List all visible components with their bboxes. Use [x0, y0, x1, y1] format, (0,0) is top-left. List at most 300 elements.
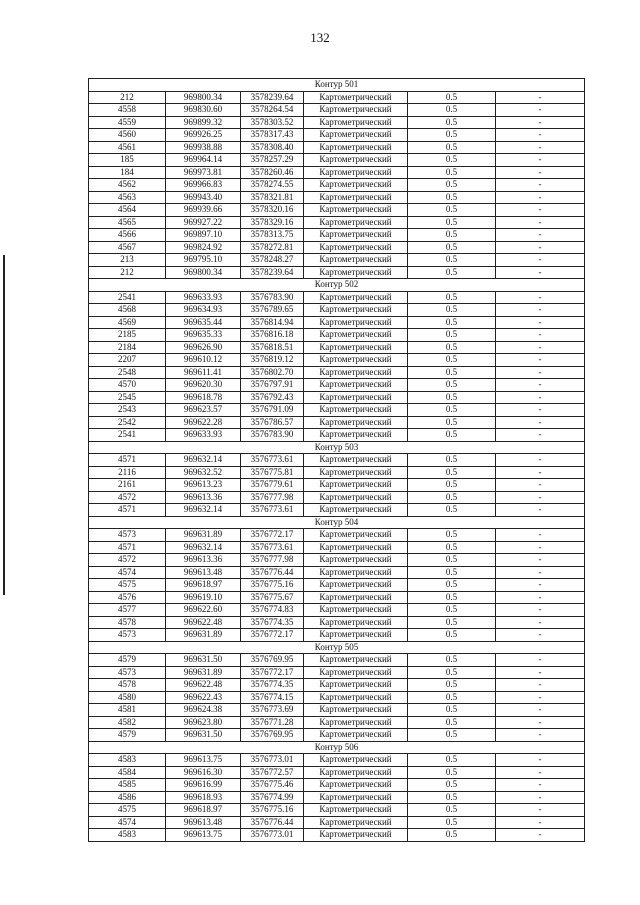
point-number-cell: 2545 — [89, 391, 166, 404]
x-coordinate-cell: 969926.25 — [166, 129, 241, 142]
note-cell: - — [496, 416, 585, 429]
method-cell: Картометрический — [304, 304, 408, 317]
note-cell: - — [496, 479, 585, 492]
table-row — [89, 404, 585, 417]
method-cell: Картометрический — [304, 204, 408, 217]
y-coordinate-cell: 3576779.61 — [241, 479, 304, 492]
table-row — [89, 579, 585, 592]
accuracy-cell: 0.5 — [408, 304, 496, 317]
accuracy-cell: 0.5 — [408, 604, 496, 617]
note-cell: - — [496, 541, 585, 554]
x-coordinate-cell: 969631.89 — [166, 529, 241, 542]
note-cell: - — [496, 829, 585, 842]
point-number-cell: 4574 — [89, 566, 166, 579]
note-cell: - — [496, 754, 585, 767]
x-coordinate-cell: 969938.88 — [166, 141, 241, 154]
point-number-cell: 4566 — [89, 229, 166, 242]
point-number-cell: 4565 — [89, 216, 166, 229]
x-coordinate-cell: 969635.33 — [166, 329, 241, 342]
method-cell: Картометрический — [304, 329, 408, 342]
table-row — [89, 691, 585, 704]
table-row — [89, 116, 585, 129]
accuracy-cell: 0.5 — [408, 566, 496, 579]
accuracy-cell: 0.5 — [408, 141, 496, 154]
note-cell: - — [496, 716, 585, 729]
accuracy-cell: 0.5 — [408, 341, 496, 354]
x-coordinate-cell: 969633.93 — [166, 291, 241, 304]
accuracy-cell: 0.5 — [408, 366, 496, 379]
contour-title: Контур 503 — [89, 441, 585, 454]
point-number-cell: 4575 — [89, 804, 166, 817]
method-cell: Картометрический — [304, 629, 408, 642]
table-row — [89, 266, 585, 279]
accuracy-cell: 0.5 — [408, 429, 496, 442]
method-cell: Картометрический — [304, 816, 408, 829]
point-number-cell: 4573 — [89, 529, 166, 542]
note-cell: - — [496, 229, 585, 242]
y-coordinate-cell: 3576772.17 — [241, 666, 304, 679]
y-coordinate-cell: 3576819.12 — [241, 354, 304, 367]
accuracy-cell: 0.5 — [408, 529, 496, 542]
note-cell: - — [496, 191, 585, 204]
method-cell: Картометрический — [304, 541, 408, 554]
accuracy-cell: 0.5 — [408, 829, 496, 842]
accuracy-cell: 0.5 — [408, 454, 496, 467]
x-coordinate-cell: 969618.97 — [166, 804, 241, 817]
method-cell: Картометрический — [304, 591, 408, 604]
point-number-cell: 4559 — [89, 116, 166, 129]
table-row — [89, 816, 585, 829]
y-coordinate-cell: 3578274.55 — [241, 179, 304, 192]
point-number-cell: 4567 — [89, 241, 166, 254]
x-coordinate-cell: 969626.90 — [166, 341, 241, 354]
table-row — [89, 416, 585, 429]
accuracy-cell: 0.5 — [408, 816, 496, 829]
y-coordinate-cell: 3576773.61 — [241, 504, 304, 517]
x-coordinate-cell: 969973.81 — [166, 166, 241, 179]
note-cell: - — [496, 591, 585, 604]
point-number-cell: 4573 — [89, 666, 166, 679]
contour-header-row — [89, 516, 585, 529]
method-cell: Картометрический — [304, 391, 408, 404]
point-number-cell: 2542 — [89, 416, 166, 429]
point-number-cell: 2184 — [89, 341, 166, 354]
table-row — [89, 329, 585, 342]
y-coordinate-cell: 3576786.57 — [241, 416, 304, 429]
point-number-cell: 2207 — [89, 354, 166, 367]
table-row — [89, 704, 585, 717]
contour-header-row — [89, 641, 585, 654]
x-coordinate-cell: 969830.60 — [166, 104, 241, 117]
method-cell: Картометрический — [304, 466, 408, 479]
y-coordinate-cell: 3578321.81 — [241, 191, 304, 204]
x-coordinate-cell: 969620.30 — [166, 379, 241, 392]
y-coordinate-cell: 3576797.91 — [241, 379, 304, 392]
y-coordinate-cell: 3576774.35 — [241, 679, 304, 692]
y-coordinate-cell: 3576775.16 — [241, 804, 304, 817]
contour-title: Контур 505 — [89, 641, 585, 654]
note-cell: - — [496, 466, 585, 479]
table-row — [89, 154, 585, 167]
table-row — [89, 91, 585, 104]
point-number-cell: 4562 — [89, 179, 166, 192]
point-number-cell: 4580 — [89, 691, 166, 704]
accuracy-cell: 0.5 — [408, 716, 496, 729]
accuracy-cell: 0.5 — [408, 91, 496, 104]
table-row — [89, 354, 585, 367]
x-coordinate-cell: 969616.99 — [166, 779, 241, 792]
method-cell: Картометрический — [304, 766, 408, 779]
table-row — [89, 766, 585, 779]
method-cell: Картометрический — [304, 404, 408, 417]
table-row — [89, 616, 585, 629]
accuracy-cell: 0.5 — [408, 216, 496, 229]
point-number-cell: 4563 — [89, 191, 166, 204]
scan-margin-bar — [3, 255, 5, 595]
y-coordinate-cell: 3576771.28 — [241, 716, 304, 729]
point-number-cell: 4572 — [89, 554, 166, 567]
table-row — [89, 241, 585, 254]
point-number-cell: 184 — [89, 166, 166, 179]
note-cell: - — [496, 679, 585, 692]
y-coordinate-cell: 3576776.44 — [241, 566, 304, 579]
y-coordinate-cell: 3576773.69 — [241, 704, 304, 717]
note-cell: - — [496, 579, 585, 592]
note-cell: - — [496, 241, 585, 254]
table-row — [89, 729, 585, 742]
y-coordinate-cell: 3576777.98 — [241, 491, 304, 504]
accuracy-cell: 0.5 — [408, 266, 496, 279]
x-coordinate-cell: 969623.57 — [166, 404, 241, 417]
method-cell: Картометрический — [304, 454, 408, 467]
method-cell: Картометрический — [304, 616, 408, 629]
x-coordinate-cell: 969618.78 — [166, 391, 241, 404]
point-number-cell: 4578 — [89, 616, 166, 629]
y-coordinate-cell: 3576769.95 — [241, 654, 304, 667]
accuracy-cell: 0.5 — [408, 766, 496, 779]
method-cell: Картометрический — [304, 341, 408, 354]
method-cell: Картометрический — [304, 729, 408, 742]
accuracy-cell: 0.5 — [408, 179, 496, 192]
accuracy-cell: 0.5 — [408, 104, 496, 117]
note-cell: - — [496, 379, 585, 392]
table-row — [89, 504, 585, 517]
note-cell: - — [496, 104, 585, 117]
accuracy-cell: 0.5 — [408, 241, 496, 254]
x-coordinate-cell: 969966.83 — [166, 179, 241, 192]
table-row — [89, 379, 585, 392]
method-cell: Картометрический — [304, 91, 408, 104]
table-row — [89, 229, 585, 242]
y-coordinate-cell: 3576802.70 — [241, 366, 304, 379]
accuracy-cell: 0.5 — [408, 191, 496, 204]
x-coordinate-cell: 969631.50 — [166, 654, 241, 667]
y-coordinate-cell: 3576774.35 — [241, 616, 304, 629]
y-coordinate-cell: 3576773.61 — [241, 454, 304, 467]
y-coordinate-cell: 3576772.57 — [241, 766, 304, 779]
point-number-cell: 4561 — [89, 141, 166, 154]
x-coordinate-cell: 969618.93 — [166, 791, 241, 804]
table-row — [89, 604, 585, 617]
table-row — [89, 141, 585, 154]
note-cell: - — [496, 391, 585, 404]
accuracy-cell: 0.5 — [408, 654, 496, 667]
table-row — [89, 366, 585, 379]
method-cell: Картометрический — [304, 216, 408, 229]
accuracy-cell: 0.5 — [408, 129, 496, 142]
method-cell: Картометрический — [304, 241, 408, 254]
y-coordinate-cell: 3576769.95 — [241, 729, 304, 742]
accuracy-cell: 0.5 — [408, 404, 496, 417]
method-cell: Картометрический — [304, 504, 408, 517]
point-number-cell: 4571 — [89, 454, 166, 467]
table-row — [89, 654, 585, 667]
x-coordinate-cell: 969943.40 — [166, 191, 241, 204]
note-cell: - — [496, 316, 585, 329]
method-cell: Картометрический — [304, 366, 408, 379]
contour-title: Контур 502 — [89, 279, 585, 292]
table-row — [89, 391, 585, 404]
method-cell: Картометрический — [304, 291, 408, 304]
y-coordinate-cell: 3578272.81 — [241, 241, 304, 254]
note-cell: - — [496, 529, 585, 542]
table-row — [89, 254, 585, 267]
y-coordinate-cell: 3576773.61 — [241, 541, 304, 554]
x-coordinate-cell: 969631.89 — [166, 666, 241, 679]
x-coordinate-cell: 969613.75 — [166, 829, 241, 842]
table-row — [89, 466, 585, 479]
point-number-cell: 4577 — [89, 604, 166, 617]
accuracy-cell: 0.5 — [408, 316, 496, 329]
accuracy-cell: 0.5 — [408, 291, 496, 304]
y-coordinate-cell: 3576792.43 — [241, 391, 304, 404]
method-cell: Картометрический — [304, 529, 408, 542]
table-row — [89, 779, 585, 792]
method-cell: Картометрический — [304, 754, 408, 767]
accuracy-cell: 0.5 — [408, 416, 496, 429]
note-cell: - — [496, 766, 585, 779]
y-coordinate-cell: 3576818.51 — [241, 341, 304, 354]
table-row — [89, 554, 585, 567]
point-number-cell: 4572 — [89, 491, 166, 504]
method-cell: Картометрический — [304, 129, 408, 142]
accuracy-cell: 0.5 — [408, 729, 496, 742]
y-coordinate-cell: 3576783.90 — [241, 291, 304, 304]
point-number-cell: 4570 — [89, 379, 166, 392]
table-row — [89, 529, 585, 542]
method-cell: Картометрический — [304, 316, 408, 329]
y-coordinate-cell: 3578313.75 — [241, 229, 304, 242]
x-coordinate-cell: 969899.32 — [166, 116, 241, 129]
note-cell: - — [496, 504, 585, 517]
point-number-cell: 4582 — [89, 716, 166, 729]
y-coordinate-cell: 3578260.46 — [241, 166, 304, 179]
point-number-cell: 4576 — [89, 591, 166, 604]
y-coordinate-cell: 3578329.16 — [241, 216, 304, 229]
note-cell: - — [496, 779, 585, 792]
y-coordinate-cell: 3578257.29 — [241, 154, 304, 167]
note-cell: - — [496, 179, 585, 192]
y-coordinate-cell: 3576775.81 — [241, 466, 304, 479]
y-coordinate-cell: 3578308.40 — [241, 141, 304, 154]
accuracy-cell: 0.5 — [408, 329, 496, 342]
contour-title: Контур 504 — [89, 516, 585, 529]
x-coordinate-cell: 969939.66 — [166, 204, 241, 217]
y-coordinate-cell: 3578239.64 — [241, 91, 304, 104]
table-row — [89, 566, 585, 579]
method-cell: Картометрический — [304, 141, 408, 154]
page-number: 132 — [310, 30, 330, 45]
table-row — [89, 829, 585, 842]
x-coordinate-cell: 969613.36 — [166, 554, 241, 567]
contour-header-row — [89, 279, 585, 292]
method-cell: Картометрический — [304, 554, 408, 567]
note-cell: - — [496, 791, 585, 804]
point-number-cell: 2116 — [89, 466, 166, 479]
point-number-cell: 4560 — [89, 129, 166, 142]
accuracy-cell: 0.5 — [408, 779, 496, 792]
accuracy-cell: 0.5 — [408, 166, 496, 179]
x-coordinate-cell: 969927.22 — [166, 216, 241, 229]
method-cell: Картометрический — [304, 666, 408, 679]
method-cell: Картометрический — [304, 679, 408, 692]
x-coordinate-cell: 969800.34 — [166, 266, 241, 279]
x-coordinate-cell: 969824.92 — [166, 241, 241, 254]
point-number-cell: 2548 — [89, 366, 166, 379]
table-row — [89, 629, 585, 642]
note-cell: - — [496, 291, 585, 304]
table-row — [89, 129, 585, 142]
note-cell: - — [496, 129, 585, 142]
table-row — [89, 216, 585, 229]
method-cell: Картометрический — [304, 116, 408, 129]
x-coordinate-cell: 969618.97 — [166, 579, 241, 592]
point-number-cell: 2161 — [89, 479, 166, 492]
x-coordinate-cell: 969897.10 — [166, 229, 241, 242]
table-row — [89, 716, 585, 729]
method-cell: Картометрический — [304, 579, 408, 592]
table-row — [89, 204, 585, 217]
y-coordinate-cell: 3578303.52 — [241, 116, 304, 129]
accuracy-cell: 0.5 — [408, 791, 496, 804]
point-number-cell: 212 — [89, 91, 166, 104]
method-cell: Картометрический — [304, 566, 408, 579]
x-coordinate-cell: 969622.43 — [166, 691, 241, 704]
x-coordinate-cell: 969611.41 — [166, 366, 241, 379]
note-cell: - — [496, 166, 585, 179]
table-row — [89, 341, 585, 354]
x-coordinate-cell: 969631.89 — [166, 629, 241, 642]
y-coordinate-cell: 3578264.54 — [241, 104, 304, 117]
table-row — [89, 191, 585, 204]
note-cell: - — [496, 491, 585, 504]
note-cell: - — [496, 154, 585, 167]
accuracy-cell: 0.5 — [408, 466, 496, 479]
table-row — [89, 591, 585, 604]
note-cell: - — [496, 366, 585, 379]
table-row — [89, 804, 585, 817]
x-coordinate-cell: 969634.93 — [166, 304, 241, 317]
accuracy-cell: 0.5 — [408, 691, 496, 704]
point-number-cell: 4578 — [89, 679, 166, 692]
accuracy-cell: 0.5 — [408, 116, 496, 129]
accuracy-cell: 0.5 — [408, 666, 496, 679]
point-number-cell: 4575 — [89, 579, 166, 592]
contour-title: Контур 506 — [89, 741, 585, 754]
point-number-cell: 4568 — [89, 304, 166, 317]
table-row — [89, 479, 585, 492]
x-coordinate-cell: 969622.60 — [166, 604, 241, 617]
y-coordinate-cell: 3578317.43 — [241, 129, 304, 142]
y-coordinate-cell: 3578239.64 — [241, 266, 304, 279]
x-coordinate-cell: 969622.48 — [166, 679, 241, 692]
point-number-cell: 185 — [89, 154, 166, 167]
x-coordinate-cell: 969964.14 — [166, 154, 241, 167]
y-coordinate-cell: 3576774.15 — [241, 691, 304, 704]
x-coordinate-cell: 969619.10 — [166, 591, 241, 604]
accuracy-cell: 0.5 — [408, 541, 496, 554]
note-cell: - — [496, 704, 585, 717]
x-coordinate-cell: 969795.10 — [166, 254, 241, 267]
x-coordinate-cell: 969632.14 — [166, 541, 241, 554]
point-number-cell: 2185 — [89, 329, 166, 342]
note-cell: - — [496, 116, 585, 129]
point-number-cell: 4586 — [89, 791, 166, 804]
point-number-cell: 4574 — [89, 816, 166, 829]
method-cell: Картометрический — [304, 354, 408, 367]
table-row — [89, 541, 585, 554]
coordinates-table — [88, 78, 585, 842]
method-cell: Картометрический — [304, 491, 408, 504]
method-cell: Картометрический — [304, 179, 408, 192]
y-coordinate-cell: 3576776.44 — [241, 816, 304, 829]
note-cell: - — [496, 654, 585, 667]
x-coordinate-cell: 969633.93 — [166, 429, 241, 442]
method-cell: Картометрический — [304, 104, 408, 117]
accuracy-cell: 0.5 — [408, 554, 496, 567]
method-cell: Картометрический — [304, 604, 408, 617]
accuracy-cell: 0.5 — [408, 154, 496, 167]
method-cell: Картометрический — [304, 779, 408, 792]
table-row — [89, 491, 585, 504]
table-row — [89, 666, 585, 679]
note-cell: - — [496, 691, 585, 704]
note-cell: - — [496, 204, 585, 217]
note-cell: - — [496, 254, 585, 267]
contour-header-row — [89, 79, 585, 92]
table-row — [89, 791, 585, 804]
y-coordinate-cell: 3578248.27 — [241, 254, 304, 267]
method-cell: Картометрический — [304, 266, 408, 279]
x-coordinate-cell: 969622.48 — [166, 616, 241, 629]
method-cell: Картометрический — [304, 479, 408, 492]
table-row — [89, 754, 585, 767]
y-coordinate-cell: 3576775.16 — [241, 579, 304, 592]
contour-header-row — [89, 741, 585, 754]
accuracy-cell: 0.5 — [408, 591, 496, 604]
y-coordinate-cell: 3576775.46 — [241, 779, 304, 792]
note-cell: - — [496, 604, 585, 617]
note-cell: - — [496, 454, 585, 467]
y-coordinate-cell: 3576773.01 — [241, 754, 304, 767]
method-cell: Картометрический — [304, 716, 408, 729]
x-coordinate-cell: 969613.75 — [166, 754, 241, 767]
y-coordinate-cell: 3576774.99 — [241, 791, 304, 804]
x-coordinate-cell: 969613.48 — [166, 816, 241, 829]
table-row — [89, 429, 585, 442]
note-cell: - — [496, 554, 585, 567]
x-coordinate-cell: 969613.23 — [166, 479, 241, 492]
